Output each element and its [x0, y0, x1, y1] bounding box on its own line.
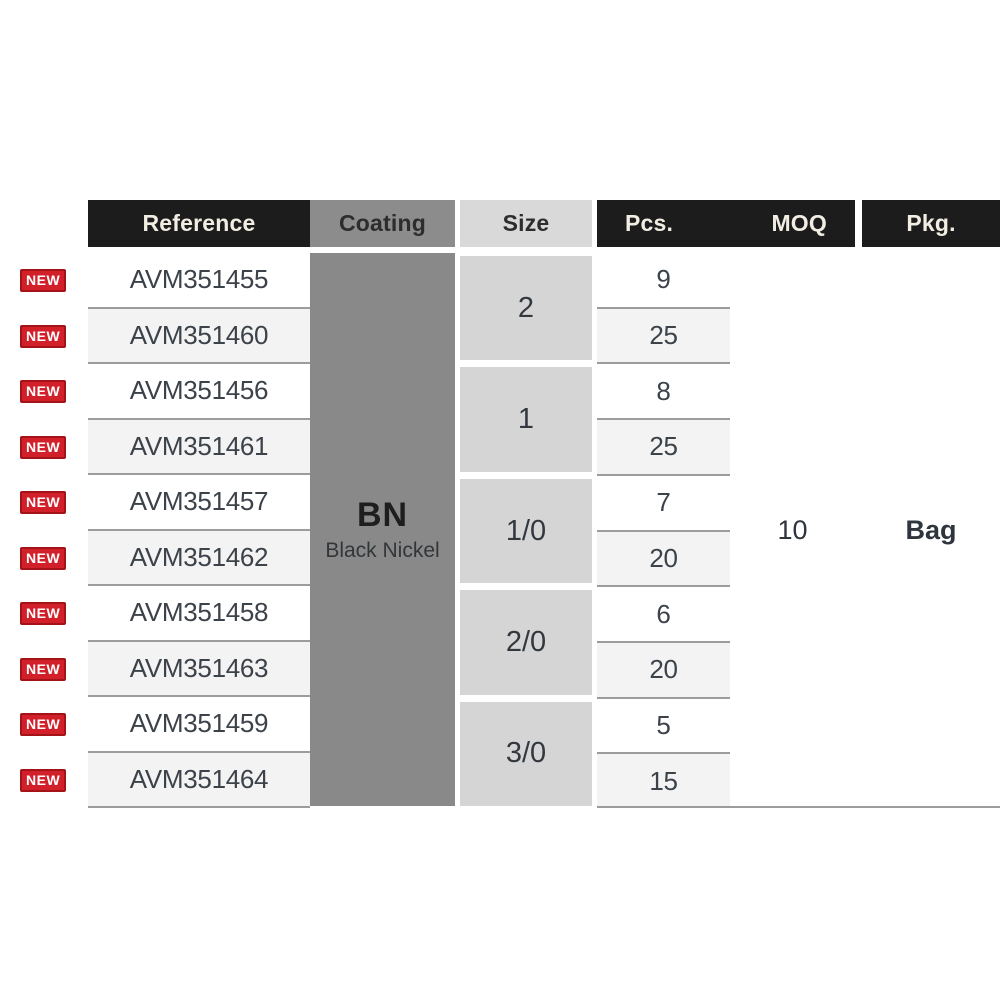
coating-header-label: Coating [339, 210, 426, 236]
new-badge: NEW [20, 436, 66, 459]
new-badge-slot [20, 697, 64, 753]
reference-cell: AVM351462 [88, 529, 310, 585]
reference-cell: AVM351460 [88, 307, 310, 363]
new-badge: NEW [20, 325, 66, 348]
new-badge: NEW [20, 602, 66, 625]
size-column [460, 253, 592, 806]
new-badge-slot [20, 420, 64, 476]
pcs-cell: 25 [597, 307, 730, 363]
moq-header-label: MOQ [771, 210, 827, 236]
column-header-size [460, 200, 592, 247]
column-header-coating [310, 200, 455, 247]
reference-cell: AVM351459 [88, 695, 310, 751]
pcs-cell: 6 [597, 585, 730, 641]
new-badge-slot [20, 753, 64, 809]
reference-column [88, 253, 310, 808]
size-cell: 2/0 [460, 590, 592, 694]
new-badge-slot [20, 475, 64, 531]
column-header-reference [88, 200, 310, 247]
coating-code: BN [356, 496, 409, 534]
pcs-cell: 20 [597, 530, 730, 586]
reference-cell: AVM351455 [88, 253, 310, 307]
new-badge-slot [20, 642, 64, 698]
new-badge: NEW [20, 491, 66, 514]
pcs-header-label: Pcs. [625, 210, 674, 236]
new-badge-slot [20, 253, 64, 309]
reference-cell: AVM351456 [88, 362, 310, 418]
new-badge-column [20, 253, 64, 808]
reference-cell: AVM351458 [88, 584, 310, 640]
size-cell: 2 [460, 256, 592, 360]
pcs-cell: 5 [597, 697, 730, 753]
column-header-pkg [862, 200, 1000, 247]
pcs-column [597, 253, 730, 808]
column-header-pcs-moq [597, 200, 855, 247]
moq-value: 10 [777, 515, 808, 545]
new-badge: NEW [20, 713, 66, 736]
pkg-value: Bag [905, 515, 957, 545]
table-bottom-rule [597, 806, 1000, 808]
pcs-cell: 25 [597, 418, 730, 474]
pcs-cell: 7 [597, 474, 730, 530]
new-badge-slot [20, 309, 64, 365]
pkg-header-label: Pkg. [906, 210, 956, 236]
size-cell: 1/0 [460, 479, 592, 583]
new-badge: NEW [20, 269, 66, 292]
new-badge: NEW [20, 547, 66, 570]
reference-cell: AVM351463 [88, 640, 310, 696]
pcs-cell: 15 [597, 752, 730, 808]
coating-cell [310, 253, 455, 806]
pcs-cell: 8 [597, 362, 730, 418]
new-badge: NEW [20, 380, 66, 403]
new-badge-slot [20, 364, 64, 420]
new-badge: NEW [20, 769, 66, 792]
reference-cell: AVM351457 [88, 473, 310, 529]
reference-cell: AVM351461 [88, 418, 310, 474]
new-badge-slot [20, 531, 64, 587]
size-cell: 1 [460, 367, 592, 471]
pcs-cell: 20 [597, 641, 730, 697]
size-cell: 3/0 [460, 702, 592, 806]
reference-header-label: Reference [142, 210, 256, 236]
size-header-label: Size [502, 210, 550, 236]
new-badge-slot [20, 586, 64, 642]
reference-cell: AVM351464 [88, 751, 310, 807]
coating-name: Black Nickel [325, 539, 440, 562]
new-badge: NEW [20, 658, 66, 681]
pcs-cell: 9 [597, 253, 730, 307]
